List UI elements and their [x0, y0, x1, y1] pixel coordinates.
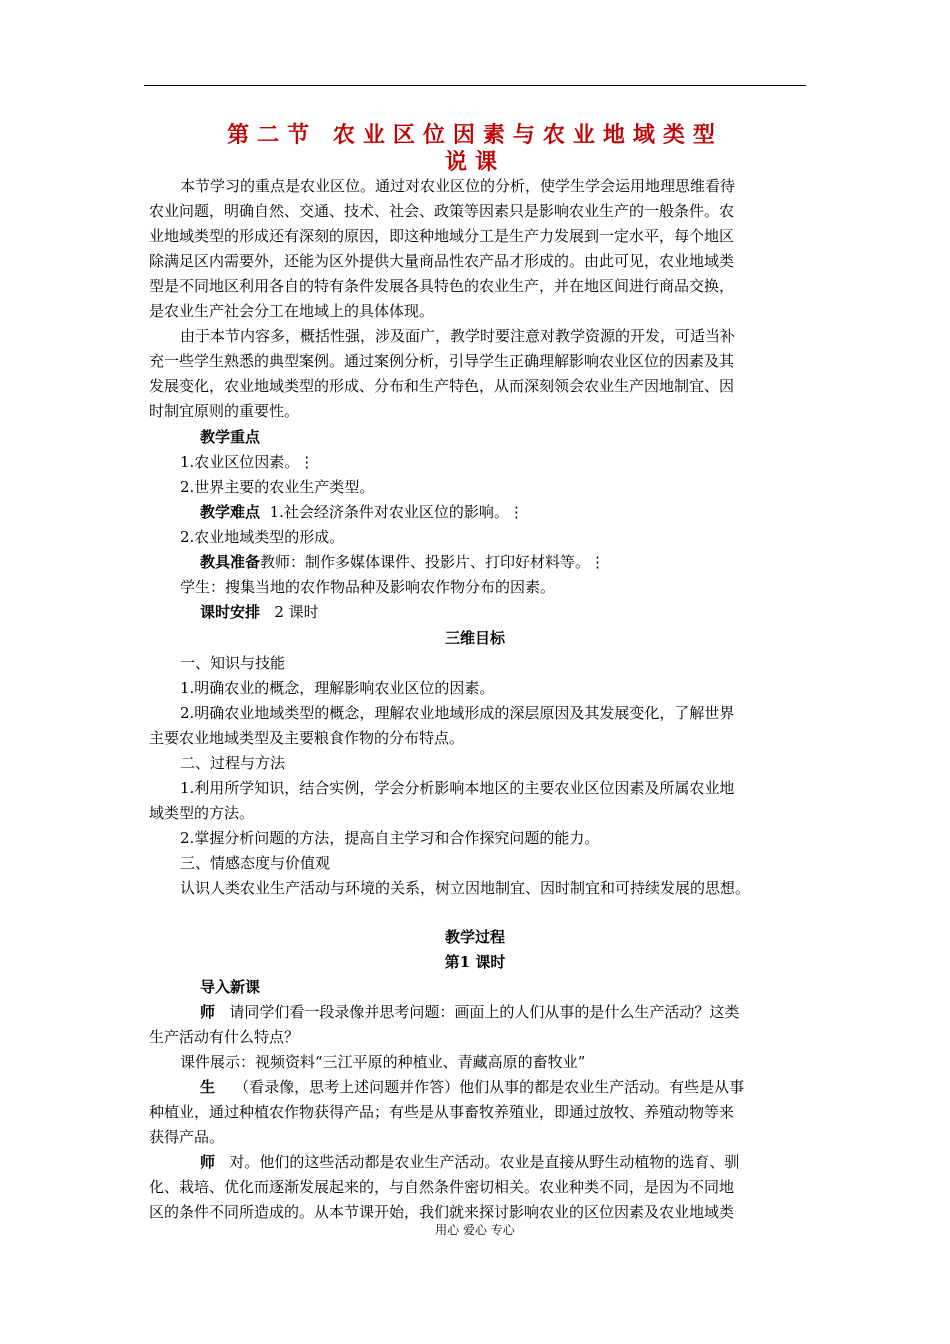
teacher-label: 师: [200, 1153, 216, 1171]
intro-line: 本节学习的重点是农业区位。通过对农业区位的分析，使学生学会运用地理思维看待: [180, 177, 736, 195]
tools-student: 学生：搜集当地的农作物品种及影响农作物分布的因素。: [180, 578, 556, 596]
schedule-line: [200, 600, 870, 624]
student-line: 种植业，通过种植农作物获得产品；有些是从事畜牧养殖业，即通过放牧、养殖动物等来: [149, 1103, 735, 1121]
teacher-line: 师 请同学们看一段录像并思考问题：画面上的人们从事的是什么生产活动？这类: [200, 1003, 740, 1021]
difficulties-line: [200, 500, 870, 524]
intro-line: 除满足区内需要外，还能为区外提供大量商品性农产品才形成的。由此可见，农业地域类: [149, 252, 735, 270]
intro-line: 由于本节内容多，概括性强，涉及面广，教学时要注意对教学资源的开发，可适当补: [180, 327, 736, 345]
student-line: 生 （看录像，思考上述问题并作答）他们从事的都是农业生产活动。有些是从事: [200, 1078, 745, 1096]
lesson-heading: 第1 课时: [444, 953, 506, 971]
objective-section: 一、知识与技能: [180, 654, 286, 672]
objective-item: 2.掌握分析问题的方法，提高自主学习和合作探究问题的能力。: [180, 829, 600, 847]
schedule-value: 2 课时: [274, 603, 319, 621]
objective-item: 域类型的方法。: [149, 804, 255, 822]
intro-line: 时制宜原则的重要性。: [149, 402, 300, 420]
tools-heading: 教具准备: [200, 553, 261, 571]
key-point-item: 1.农业区位因素。⋮: [180, 453, 315, 471]
student-label: 生: [200, 1078, 216, 1096]
courseware-line: 课件展示：视频资料“三江平原的种植业、青藏高原的畜牧业”: [180, 1053, 586, 1071]
difficulty-item: 2.农业地域类型的形成。: [180, 528, 345, 546]
page-footer: 用心 爱心 专心: [435, 1223, 515, 1237]
objective-item: 1.利用所学知识，结合实例，学会分析影响本地区的主要农业区位因素及所属农业地: [180, 779, 735, 797]
difficulties-heading: 教学难点: [200, 503, 261, 521]
teacher-line: 区的条件不同所造成的。从本节课开始，我们就来探讨影响农业的区位因素及农业地域类: [149, 1203, 735, 1221]
teacher-line: 师 对。他们的这些活动都是农业生产活动。农业是直接从野生动植物的选育、驯: [200, 1153, 740, 1171]
objective-section: 三、情感态度与价值观: [180, 854, 331, 872]
tools-teacher: 教师：制作多媒体课件、投影片、打印好材料等。⋮: [260, 553, 606, 571]
objective-item: 主要农业地域类型及主要粮食作物的分布特点。: [149, 729, 465, 747]
tools-line: [200, 550, 870, 574]
page-subtitle: 说课: [444, 149, 505, 175]
teacher-label: 师: [200, 1003, 216, 1021]
difficulty-item: 1.社会经济条件对农业区位的影响。⋮: [269, 503, 524, 521]
objective-item: 1.明确农业的概念，理解影响农业区位的因素。: [180, 679, 495, 697]
intro-line: 业地域类型的形成还有深刻的原因，即这种地域分工是生产力发展到一定水平，每个地区: [149, 227, 735, 245]
intro-heading: 导入新课: [200, 978, 261, 996]
header-rule: [144, 85, 806, 86]
objectives-heading: 三维目标: [444, 629, 505, 647]
schedule-heading: 课时安排: [200, 603, 261, 621]
key-points-heading: 教学重点: [200, 428, 261, 446]
objective-item: 2.明确农业地域类型的概念，理解农业地域形成的深层原因及其发展变化，了解世界: [180, 704, 735, 722]
objective-section: 二、过程与方法: [180, 754, 286, 772]
intro-line: 是农业生产社会分工在地域上的具体体现。: [149, 302, 435, 320]
key-point-item: 2.世界主要的农业生产类型。: [180, 478, 375, 496]
intro-line: 发展变化，农业地域类型的形成、分布和生产特色，从而深刻领会农业生产因地制宜、因: [149, 377, 735, 395]
student-line: 获得产品。: [149, 1128, 225, 1146]
teacher-line: 化、栽培、优化而逐渐发展起来的，与自然条件密切相关。农业种类不同，是因为不同地: [149, 1178, 735, 1196]
objective-text: 认识人类农业生产活动与环境的关系，树立因地制宜、因时制宜和可持续发展的思想。: [180, 879, 751, 897]
intro-line: 农业问题，明确自然、交通、技术、社会、政策等因素只是影响农业生产的一般条件。农: [149, 202, 735, 220]
process-heading: 教学过程: [444, 928, 505, 946]
intro-line: 充一些学生熟悉的典型案例。通过案例分析，引导学生正确理解影响农业区位的因素及其: [149, 352, 735, 370]
page-title: 第二节 农业区位因素与农业地域类型: [227, 122, 723, 148]
teacher-line: 生产活动有什么特点？: [149, 1028, 300, 1046]
intro-line: 型是不同地区利用各自的特有条件发展各具特色的农业生产，并在地区间进行商品交换，: [149, 277, 735, 295]
